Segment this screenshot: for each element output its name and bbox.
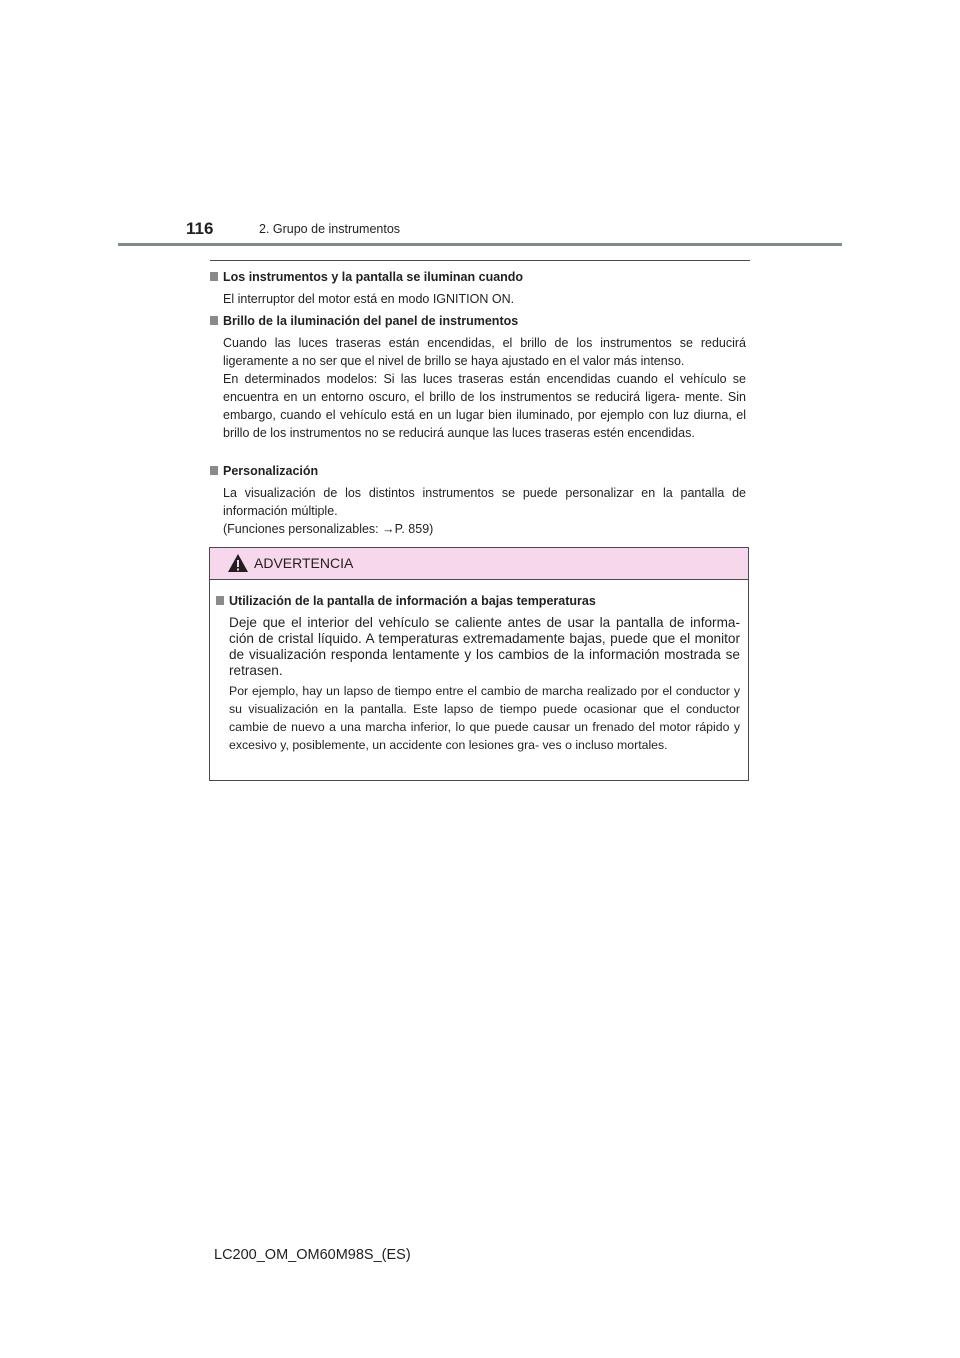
section-paragraph: En determinados modelos: Si las luces traseras están encendidas cuando el vehículo se encuentra en un entorno oscuro, el brillo de los instrumentos se reducirá ligera- mente. Sin embargo, cuando el vehículo está en un lugar bien iluminado, por ejemplo con luz diurna, el brillo de los instrumentos no se reducirá aunque las luces traseras estén encendidas. — [223, 372, 746, 440]
warning-header — [210, 548, 748, 580]
warning-main-text: Deje que el interior del vehículo se caliente antes de usar la pantalla de informa- ción de cristal líquido. A temperaturas extremadamente bajas, puede que el monitor de visualización responda lentamente y los cambios de la información mostrada se retrasen. — [229, 615, 740, 678]
warning-heading: Utilización de la pantalla de información a bajas temperaturas — [229, 594, 596, 608]
square-bullet-icon — [210, 316, 218, 325]
section-ignition — [210, 268, 746, 308]
chapter-title: 2. Grupo de instrumentos — [259, 222, 401, 236]
section-heading: Los instrumentos y la pantalla se iluminan cuando — [223, 270, 524, 284]
section-paragraph: Cuando las luces traseras están encendidas, el brillo de los instrumentos se reducirá ligeramente a no ser que el nivel de brillo se haya ajustado en el valor más intenso. — [223, 336, 746, 368]
header-rule — [118, 243, 842, 246]
square-bullet-icon — [210, 466, 218, 475]
section-paragraph: El interruptor del motor está en modo IGNITION ON. — [223, 292, 515, 306]
square-bullet-icon — [210, 272, 218, 281]
section-heading: Brillo de la iluminación del panel de instrumentos — [223, 314, 519, 328]
section-heading: Personalización — [223, 464, 319, 478]
section-brightness — [210, 312, 746, 442]
warning-triangle-icon — [227, 553, 249, 573]
page-number: 116 — [186, 219, 214, 238]
square-bullet-icon — [216, 596, 224, 605]
footer-document-code: LC200_OM_OM60M98S_(ES) — [214, 1247, 411, 1263]
warning-example-text: Por ejemplo, hay un lapso de tiempo entre el cambio de marcha realizado por el conductor y su visualización en la pantalla. Este lapso de tiempo puede ocasionar que el conductor cambie de nuevo a una marcha inferior, lo que puede causar un frenado del motor rápido y excesivo y, posiblemente, un accidente con lesiones gra- ves o incluso mortales. — [229, 684, 740, 752]
cross-reference: (Funciones personalizables: →P. 859) — [223, 522, 434, 536]
section-personalization — [210, 462, 746, 538]
warning-label: ADVERTENCIA — [254, 555, 354, 571]
warning-body — [216, 592, 740, 754]
warning-box — [209, 547, 749, 781]
section-rule — [210, 260, 750, 261]
section-paragraph: La visualización de los distintos instrumentos se puede personalizar en la pantalla de información múltiple. — [223, 486, 746, 518]
